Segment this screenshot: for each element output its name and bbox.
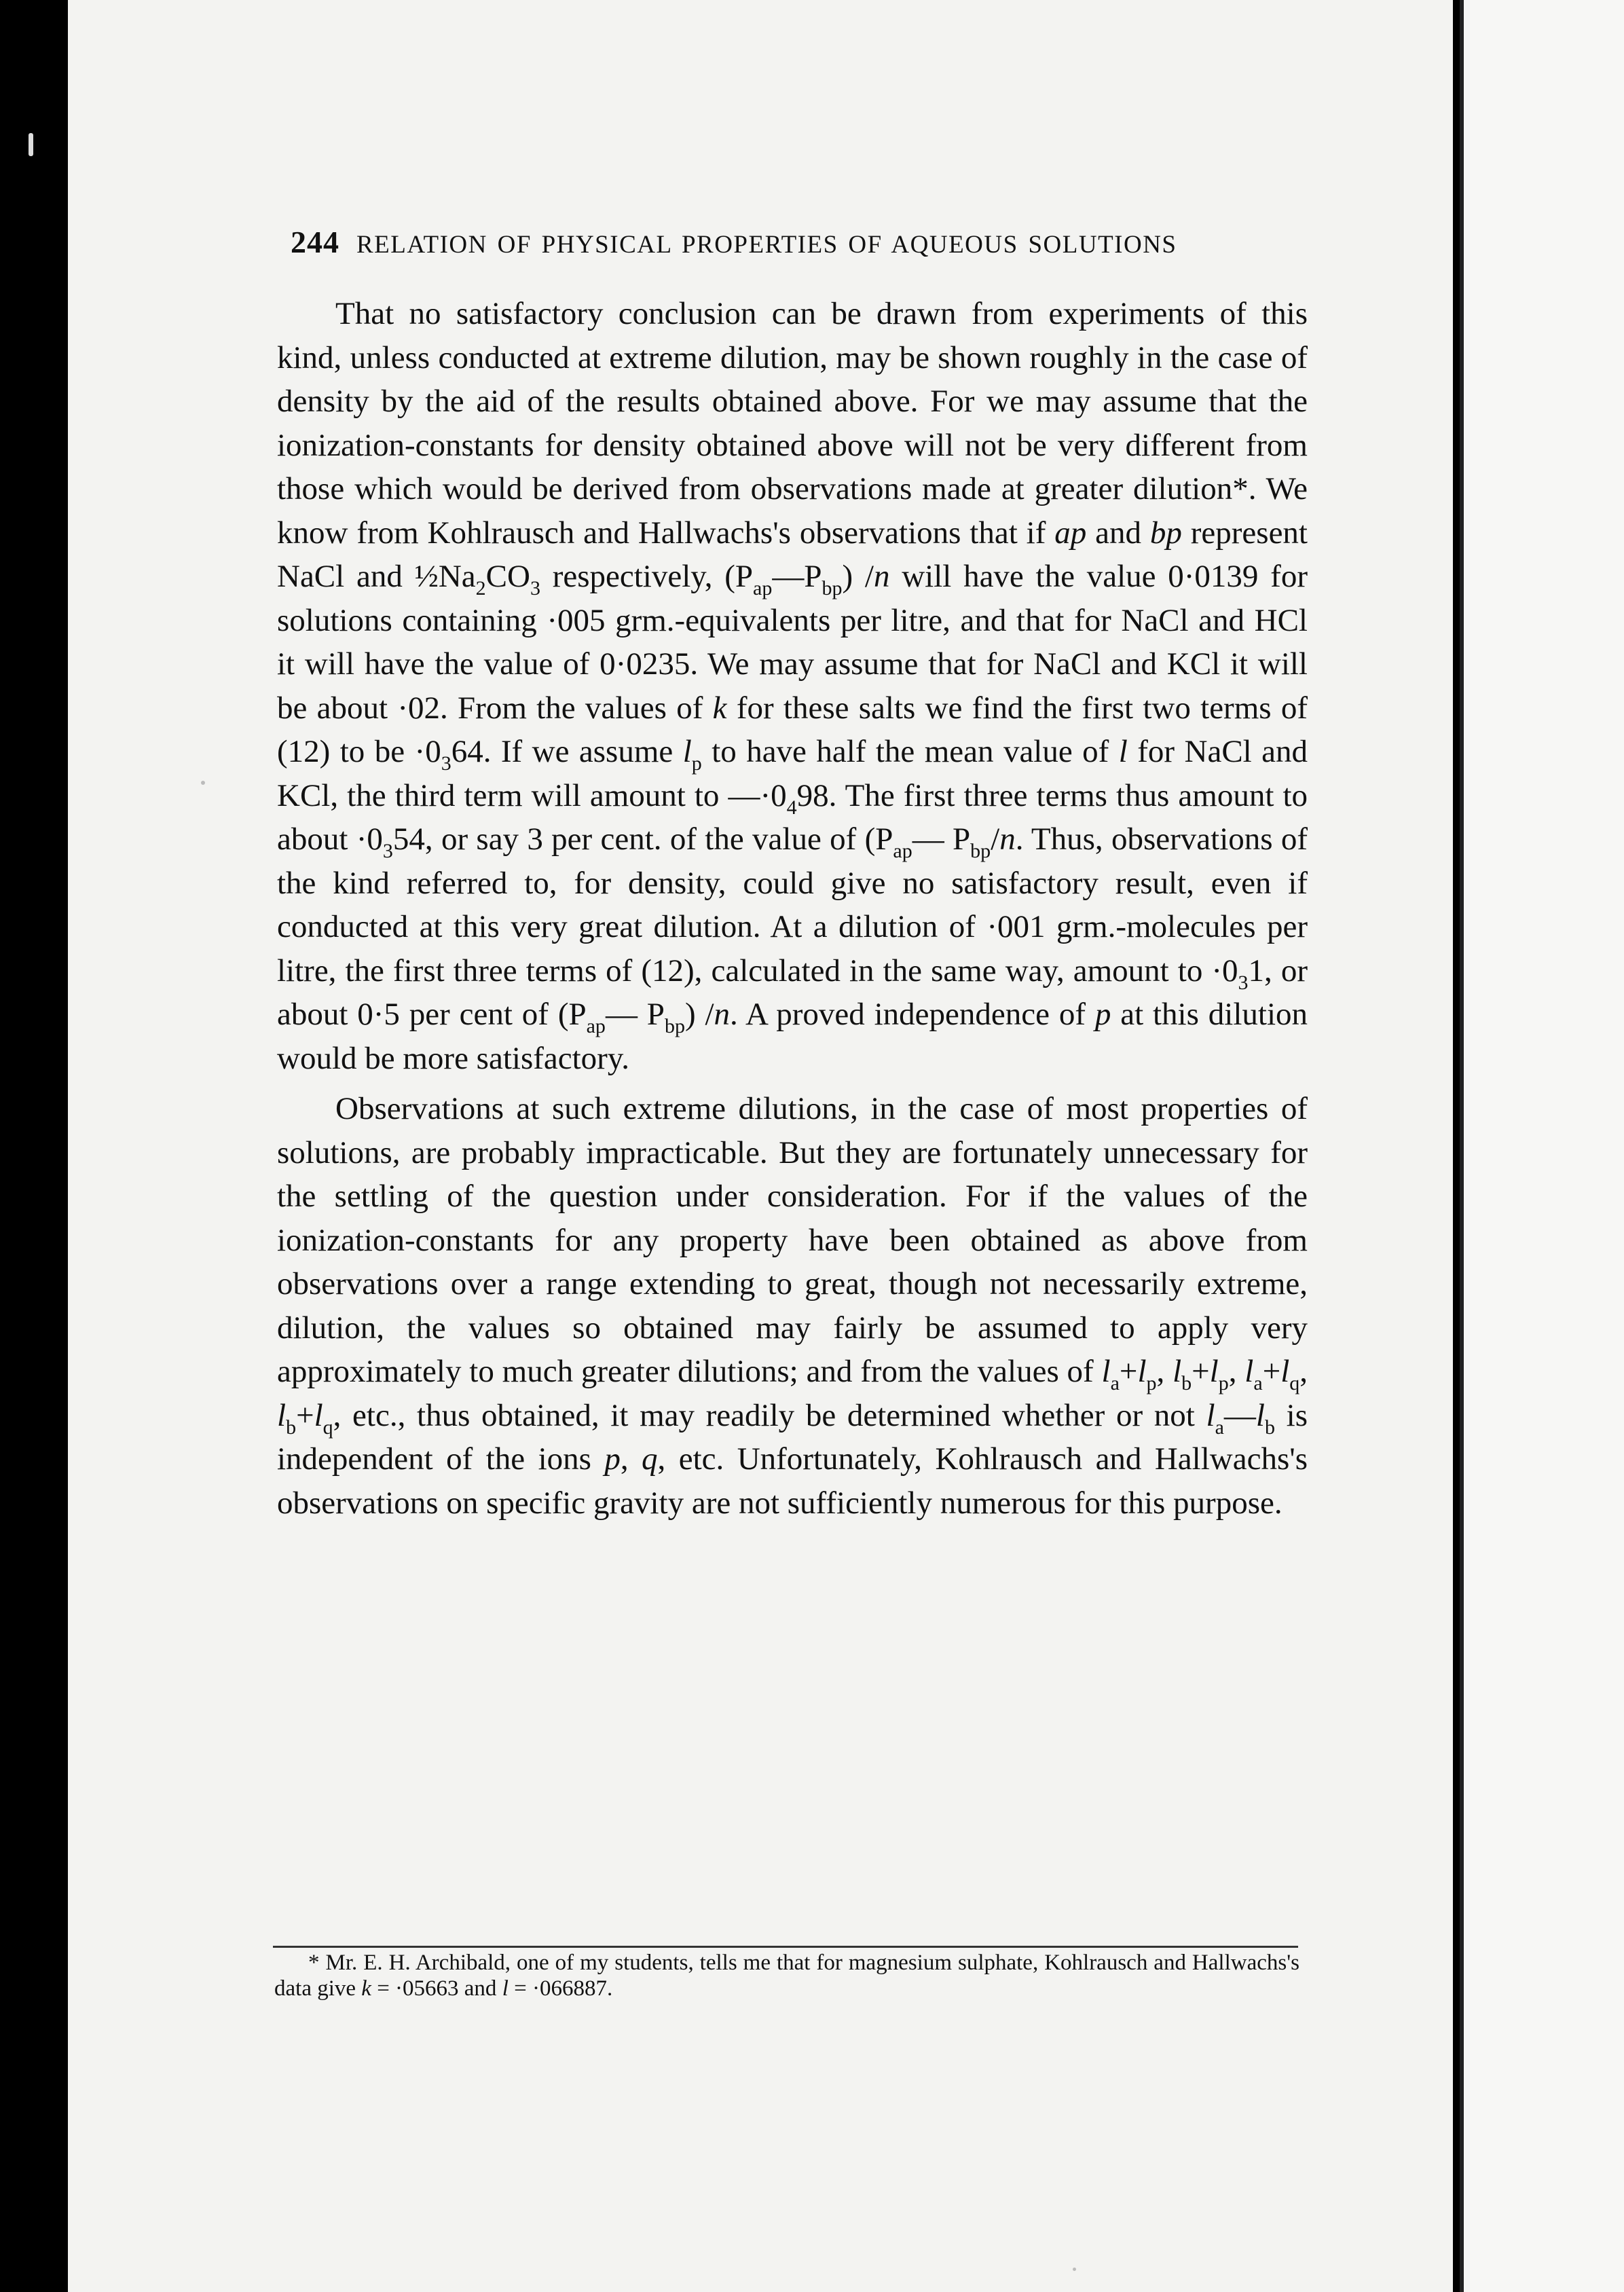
subscript: ap [753, 577, 773, 599]
footnote-text [274, 1950, 1299, 2001]
subscript: b [1264, 1416, 1275, 1439]
math-italic: k [712, 690, 727, 726]
ink-speck [1073, 2268, 1076, 2271]
text-run: That no satisfactory conclusion can be drawn from experiments of this kind, unless conducted at extreme dilution, may be shown roughly in the case of density by the aid of the results obtained above. For we may assume that the ionization-constants for density obtained above will not be very different from those which would be derived from observations made at greater dilution*. We know from Kohlrausch and Hallwachs's observations that if [277, 296, 1308, 551]
body-text [277, 292, 1308, 1525]
subscript: b [286, 1416, 297, 1439]
subscript: 3 [441, 752, 451, 775]
text-run: = ·05663 and [371, 1976, 502, 2001]
math-italic: n [714, 997, 731, 1032]
text-run: 54, or say 3 per cent. of the value of (P [392, 821, 893, 857]
math-italic: l [1209, 1354, 1219, 1389]
paragraph [277, 292, 1308, 1080]
text-run: — P [912, 821, 971, 857]
text-run: — [1223, 1397, 1256, 1433]
text-run: CO [485, 559, 530, 594]
text-run: represent NaCl and ½Na [277, 515, 1308, 594]
text-run: —P [772, 559, 822, 594]
text-run: at this dilution would be more satisfactory. [277, 997, 1308, 1076]
paragraph [277, 1087, 1308, 1525]
text-run: — P [605, 997, 665, 1032]
text-run: ) / [842, 559, 874, 594]
subscript: bp [664, 1015, 685, 1037]
facing-page-edge [1460, 0, 1624, 2292]
text-run: + [1192, 1354, 1210, 1389]
math-italic: l [502, 1976, 509, 2001]
text-run: , [1228, 1354, 1245, 1389]
text-run: , [1156, 1354, 1173, 1389]
math-italic: l [1280, 1354, 1290, 1389]
text-run: + [1119, 1354, 1138, 1389]
subscript: 3 [1238, 971, 1249, 994]
text-run: is independent of the ions [277, 1397, 1308, 1477]
math-italic: l [1118, 734, 1128, 769]
subscript: 4 [786, 796, 797, 819]
text-run: for NaCl and KCl, the third term will amount to —·0 [277, 734, 1308, 813]
text-run: 98. The first three terms thus amount to about ·0 [277, 777, 1308, 857]
subscript: ap [586, 1015, 606, 1037]
page-number: 244 [291, 225, 339, 259]
text-run: ) / [684, 997, 714, 1032]
math-italic: ap [1054, 515, 1087, 551]
subscript: q [1289, 1372, 1300, 1394]
running-head-title: RELATION OF PHYSICAL PROPERTIES OF AQUEOUS SOLUTIONS [356, 231, 1177, 259]
text-run: and [1086, 515, 1150, 551]
math-italic: n [999, 821, 1016, 857]
footnote-rule [273, 1946, 1298, 1948]
math-italic: l [1137, 1354, 1147, 1389]
subscript: a [1253, 1372, 1263, 1394]
text-run: will have the value 0·0139 for solutions containing ·005 grm.-equivalents per litre, and that for NaCl and HCl it will have the value of 0·0235. We may assume that for NaCl and KCl it will be about ·02. From the values of [277, 559, 1308, 726]
math-italic: l [1244, 1354, 1254, 1389]
ink-speck [201, 781, 205, 785]
math-italic: bp [1149, 515, 1182, 551]
text-run: . A proved independence of [730, 997, 1095, 1032]
text-run: , [1299, 1354, 1308, 1389]
text-run: , [620, 1441, 642, 1477]
subscript: 3 [530, 577, 540, 599]
text-run: for these salts we find the first two terms of (12) to be ·0 [277, 690, 1308, 769]
subscript: ap [893, 840, 912, 862]
text-run: . Thus, observations of the kind referred to, for density, could give no satisfactory result, even if conducted at this very great dilution. At a dilution of ·001 grm.-molecules per litre, the first three terms of (12), calculated in the same way, amount to ·0 [277, 821, 1308, 988]
subscript: bp [970, 840, 991, 862]
running-head [291, 224, 1323, 263]
subscript: b [1181, 1372, 1192, 1394]
math-italic: l [682, 734, 692, 769]
subscript: q [322, 1416, 333, 1439]
text-run: = ·066887. [508, 1976, 613, 2001]
text-run: + [296, 1397, 314, 1433]
subscript: p [1146, 1372, 1157, 1394]
text-run: / [991, 821, 1000, 857]
footnote [274, 1950, 1299, 2001]
subscript: 2 [475, 577, 486, 599]
subscript: bp [822, 577, 843, 599]
math-italic: p [604, 1441, 621, 1477]
math-italic: n [873, 559, 890, 594]
text-run: 1, or about 0·5 per cent of (P [277, 953, 1308, 1032]
text-run: + [1262, 1354, 1281, 1389]
text-run: , etc. Unfortunately, Kohlrausch and Hallwachs's observations on specific gravity are not sufficiently numerous for this purpose. [277, 1441, 1308, 1521]
text-run: 64. If we assume [451, 734, 683, 769]
text-run: respectively, (P [540, 559, 753, 594]
subscript: a [1110, 1372, 1120, 1394]
math-italic: p [1094, 997, 1111, 1032]
math-italic: l [314, 1397, 323, 1433]
math-italic: l [1173, 1354, 1182, 1389]
binding-mark [29, 133, 33, 156]
subscript: a [1215, 1416, 1224, 1439]
text-run: * Mr. E. H. Archibald, one of my students, tells me that for magnesium sulphate, Kohlrausch and Hallwachs's data give [274, 1951, 1299, 2001]
text-run: , etc., thus obtained, it may readily be determined whether or not [333, 1397, 1206, 1433]
text-run: to have half the mean value of [701, 734, 1119, 769]
math-italic: l [1101, 1354, 1111, 1389]
subscript: 3 [382, 840, 393, 862]
math-italic: l [1255, 1397, 1265, 1433]
math-italic: q [642, 1441, 658, 1477]
math-italic: l [1206, 1397, 1215, 1433]
math-italic: k [361, 1976, 371, 2001]
subscript: p [1218, 1372, 1229, 1394]
text-run: Observations at such extreme dilutions, in the case of most properties of solutions, are probably impracticable. But they are fortunately unnecessary for the settling of the question under consideration. For if the values of the ionization-constants for any property have been obtained as above from observations over a range extending to great, though not necessarily extreme, dilution, the values so obtained may fairly be assumed to apply very approximately to much greater dilutions; and from the values of [277, 1091, 1308, 1389]
subscript: p [691, 752, 702, 775]
math-italic: l [277, 1397, 287, 1433]
